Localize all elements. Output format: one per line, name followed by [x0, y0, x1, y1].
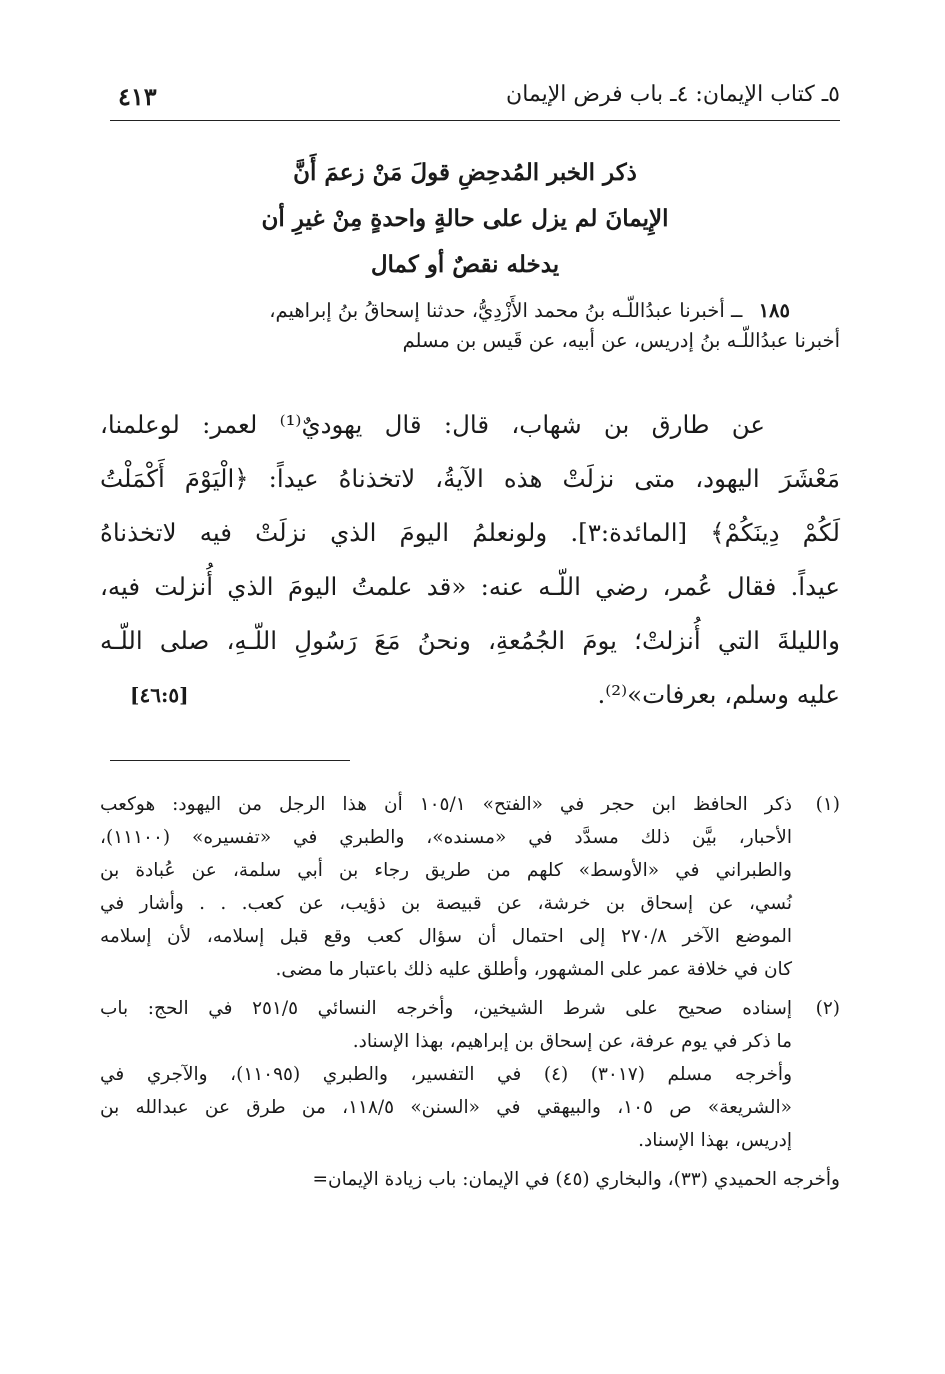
page-number: ٤١٣ [118, 82, 157, 111]
book-page [100, 70, 840, 1330]
heading-line: الإِيمانَ لم يزل على حالةٍ واحدةٍ مِنْ غيرِ أن [261, 205, 669, 232]
cross-reference: [٤٦:٥] [130, 683, 189, 707]
isnad-line: أخبرنا عبدُاللّـه بنُ إدريس، عن أبيه، عن قَيس بن مسلم [402, 329, 840, 352]
footnotes [100, 788, 840, 1196]
matn-text: عليه وسلم، بعرفات»⁽²⁾. [597, 680, 840, 709]
hadith-isnad [100, 296, 840, 356]
footnote-line: الأحبار، بيَّن ذلك مسدَّد في «مسنده»، والطبري في «تفسيره» (١١١٠٠)، [100, 827, 792, 848]
footnote-rule [110, 760, 350, 761]
footnote-line: كان في خلافة عمر على المشهور، وأطلق عليه ذلك باعتبار ما مضى. [275, 959, 792, 980]
matn-line: عيداً. فقال عُمر، رضي اللّـه عنه: «قد علمتُ اليومَ الذي أُنزلت فيه، [100, 572, 840, 601]
matn-line: والليلةَ التي أُنزلتْ؛ يومَ الجُمُعةِ، ونحنُ مَعَ رَسُولِ اللّـهِ، صلى اللّـه [100, 626, 840, 655]
hadith-number: ١٨٥ [758, 299, 790, 322]
footnote [100, 992, 840, 1157]
heading-line: يدخله نقصٌ أو كمال [370, 251, 560, 278]
isnad-line [100, 296, 840, 326]
matn-line: مَعْشَرَ اليهود، متى نزلَتْ هذه الآيةُ، لاتخذناهُ عيداً: ﴿الْيَوْمَ أَكْمَلْتُ [100, 464, 840, 493]
page-header [100, 82, 840, 116]
footnote [100, 788, 840, 986]
chapter-heading [245, 150, 685, 288]
footnote-marker: (١) [815, 794, 840, 815]
running-title: ٥ـ كتاب الإيمان: ٤ـ باب فرض الإيمان [506, 82, 840, 107]
footnote-line: إسناده صحيح على شرط الشيخين، وأخرجه النسائي ٢٥١/٥ في الحج: باب [100, 998, 792, 1019]
heading-line: ذكر الخبر المُدحِضِ قولَ مَنْ زعمَ أَنَّ [293, 159, 637, 186]
matn-line: لَكُمْ دِينَكُمْ﴾ [المائدة:٣]. ولونعلمُ اليومَ الذي نزلَتْ فيه لاتخذناهُ [100, 518, 840, 547]
matn-line-last [100, 668, 840, 722]
hadith-matn [100, 398, 840, 722]
footnote-line: والطبراني في «الأوسط» كلهم من طريق رجاء بن أبي سلمة، عن عُبادة بن [100, 860, 792, 881]
footnote-line: ذكر الحافظ ابن حجر في «الفتح» ١٠٥/١ أن هذا الرجل من اليهود: هوكعب [100, 794, 792, 815]
footnote-line: وأخرجه مسلم (٣٠١٧) (٤) في التفسير، والطبري (١١٠٩٥)، والآجري في [100, 1064, 792, 1085]
matn-line: عن طارق بن شهاب، قال: قال يهوديٌ⁽¹⁾ لعمر: لوعلمنا، [100, 410, 765, 439]
footnote-continuation: وأخرجه الحميدي (٣٣)، والبخاري (٤٥) في الإيمان: باب زيادة الإيمان= [312, 1169, 840, 1190]
footnote-line: الموضع الآخر ٢٧٠/٨ إلى احتمال أن سؤال كعب وقع قبل إسلامه، لأن إسلامه [100, 926, 792, 947]
footnote-line: إدريس، بهذا الإسناد. [638, 1130, 792, 1151]
footnote-marker: (٢) [815, 998, 840, 1019]
footnote-line: نُسي، عن إسحاق بن خرشة، عن قبيصة بن ذؤيب، عن كعب. . . وأشار في [100, 893, 792, 914]
header-rule [110, 120, 840, 121]
footnote-line: ما ذكر في يوم عرفة، عن إسحاق بن إبراهيم، بهذا الإسناد. [352, 1031, 792, 1052]
isnad-text: ــ أخبرنا عبدُاللّـه بنُ محمد الأَزْدِيُّ، حدثنا إسحاقُ بنُ إبراهيم، [269, 299, 743, 322]
footnote-line: «الشريعة» ص ١٠٥، والبيهقي في «السنن» ١١٨/٥، من طرق عن عبدالله بن [100, 1097, 793, 1118]
